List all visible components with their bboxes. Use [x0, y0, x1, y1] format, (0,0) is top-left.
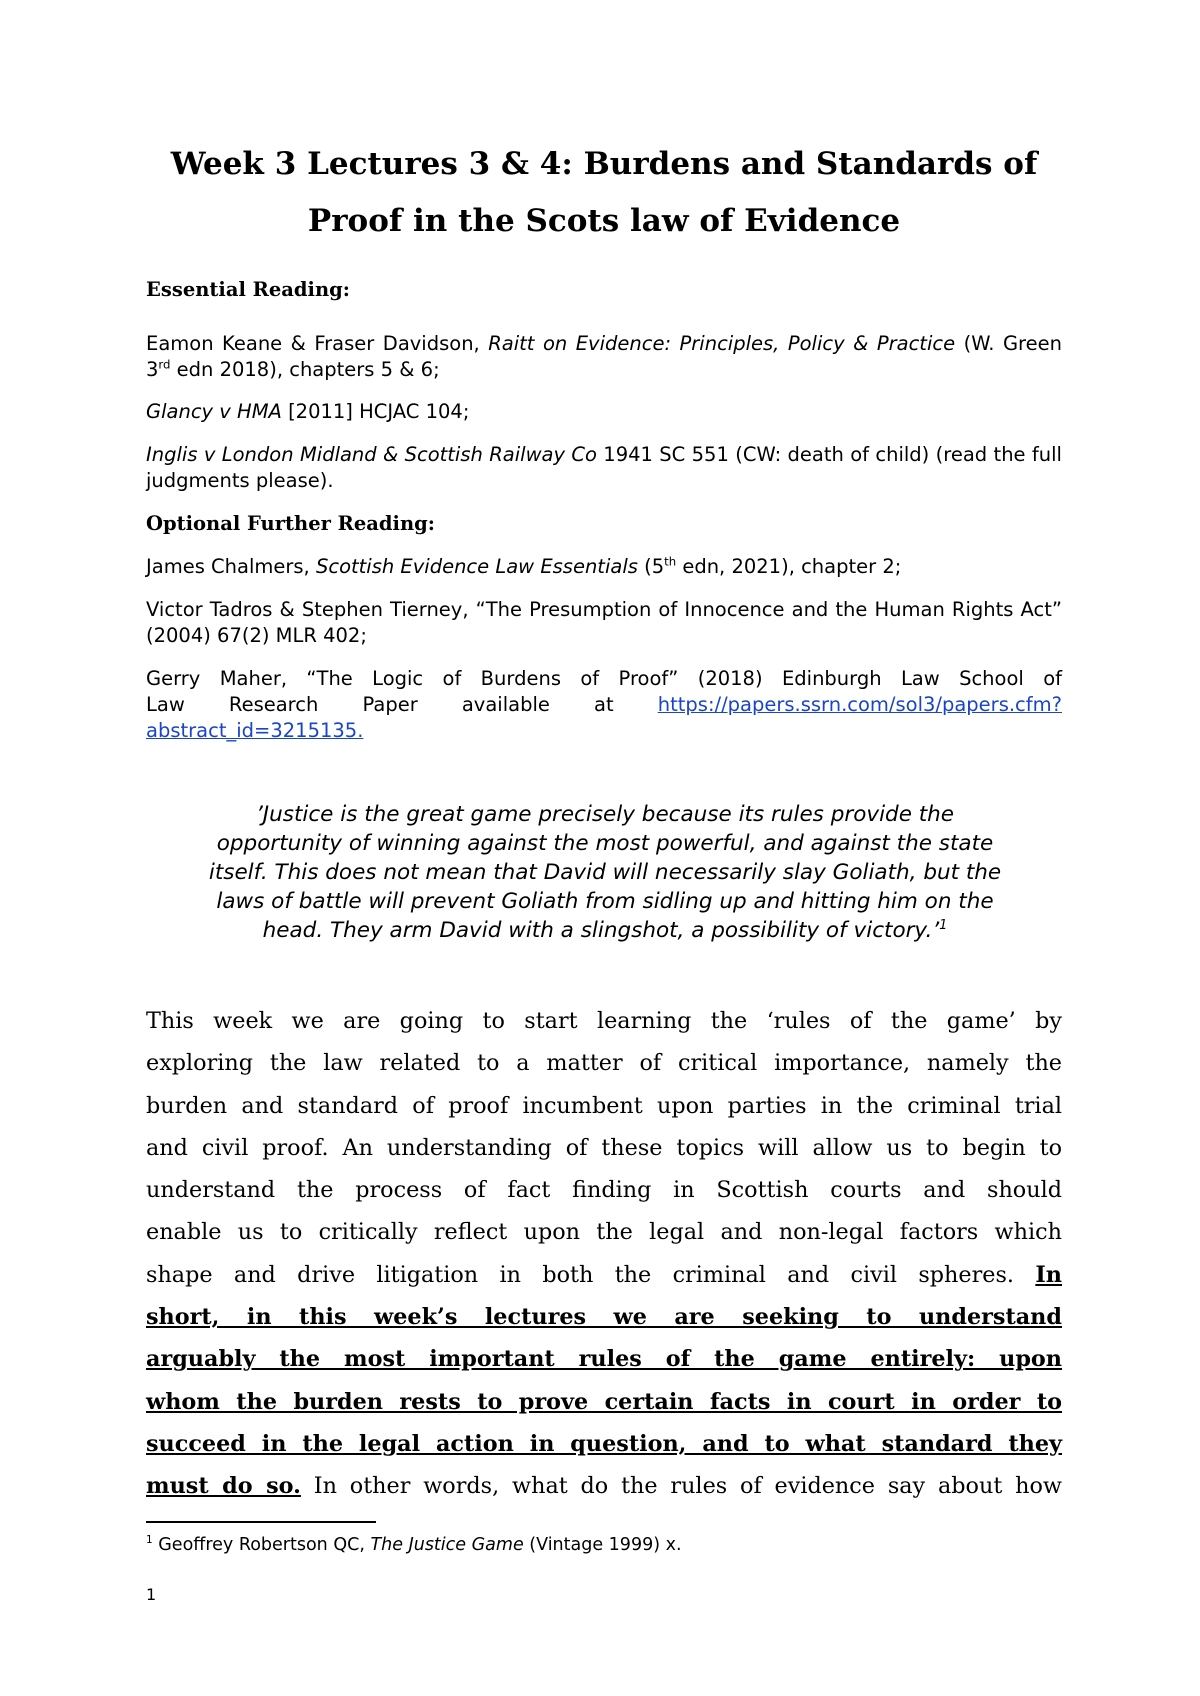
- optional-ref-chalmers: James Chalmers, Scottish Evidence Law Essentials (5th edn, 2021), chapter 2;: [146, 554, 902, 578]
- book-title: Raitt on Evidence: Principles, Policy & Practice: [488, 332, 956, 355]
- book-title: Scottish Evidence Law Essentials: [315, 555, 638, 578]
- book-title: The Justice Game: [370, 1535, 524, 1555]
- title-line-2: Proof in the Scots law of Evidence: [307, 203, 901, 239]
- optional-ref-tadros: Victor Tadros & Stephen Tierney, “The Presumption of Innocence and the Human Rights Act” (2004) 67(2) MLR 402;: [146, 598, 1062, 647]
- optional-ref-maher: Gerry Maher, “The Logic of Burdens of Proof” (2018) Edinburgh Law School of Law Research Paper available at https://papers.ssrn.com/sol3/papers.cfm? abstract_id=3215135.: [146, 667, 1062, 742]
- essential-ref-inglis: Inglis v London Midland & Scottish Railway Co 1941 SC 551 (CW: death of child) (read the full judgments please).: [146, 443, 1062, 492]
- page-title: [146, 136, 1062, 250]
- footnote-marker[interactable]: 1: [939, 917, 948, 933]
- essential-ref-glancy: Glancy v HMA [2011] HCJAC 104;: [146, 400, 470, 423]
- body-paragraph: This week we are going to start learning the ‘rules of the game’ by exploring the law related to a matter of critical importance, namely the burden and standard of proof incumbent upon parties in the criminal trial and civil proof. An understanding of these topics will allow us to begin to understand the process of fact finding in Scottish courts and should enable us to critically reflect upon the legal and non-legal factors which shape and drive litigation in both the criminal and civil spheres. In short, in this week’s lectures we are seeking to understand arguably the most important rules of the game entirely: upon whom the burden rests to prove certain facts in court in order to succeed in the legal action in question, and to what standard they must do so. In other words, what do the rules of evidence say about how: [146, 1008, 1062, 1500]
- title-line-1: Week 3 Lectures 3 & 4: Burdens and Standards of: [170, 146, 1038, 182]
- ssrn-link[interactable]: https://papers.ssrn.com/sol3/papers.cfm?: [657, 693, 1062, 716]
- footnote: $^1$ Geoffrey Robertson QC, The Justice Game (Vintage 1999) x.: [146, 1534, 682, 1555]
- case-name: Inglis v London Midland & Scottish Railway Co: [146, 443, 597, 466]
- ssrn-link-continued[interactable]: abstract_id=3215135.: [146, 719, 364, 742]
- page-number: 1: [146, 1585, 157, 1604]
- optional-reading-heading: Optional Further Reading:: [146, 512, 435, 535]
- footnote-separator: [146, 1521, 376, 1523]
- essential-ref-raitt: Eamon Keane & Fraser Davidson, Raitt on Evidence: Principles, Policy & Practice (W. Green 3rd edn 2018), chapters 5 & 6;: [146, 332, 1062, 381]
- essential-reading-heading: Essential Reading:: [146, 278, 350, 301]
- case-name: Glancy v HMA: [146, 400, 282, 423]
- epigraph-quote: ’Justice is the great game precisely because its rules provide the opportunity of winning against the most powerful, and against the state itself. This does not mean that David will necessarily slay Goliath, but the laws of battle will prevent Goliath from sidling up and hitting him on the head. They arm David with a slingshot, a possibility of victory.’$^1$: [208, 802, 1002, 943]
